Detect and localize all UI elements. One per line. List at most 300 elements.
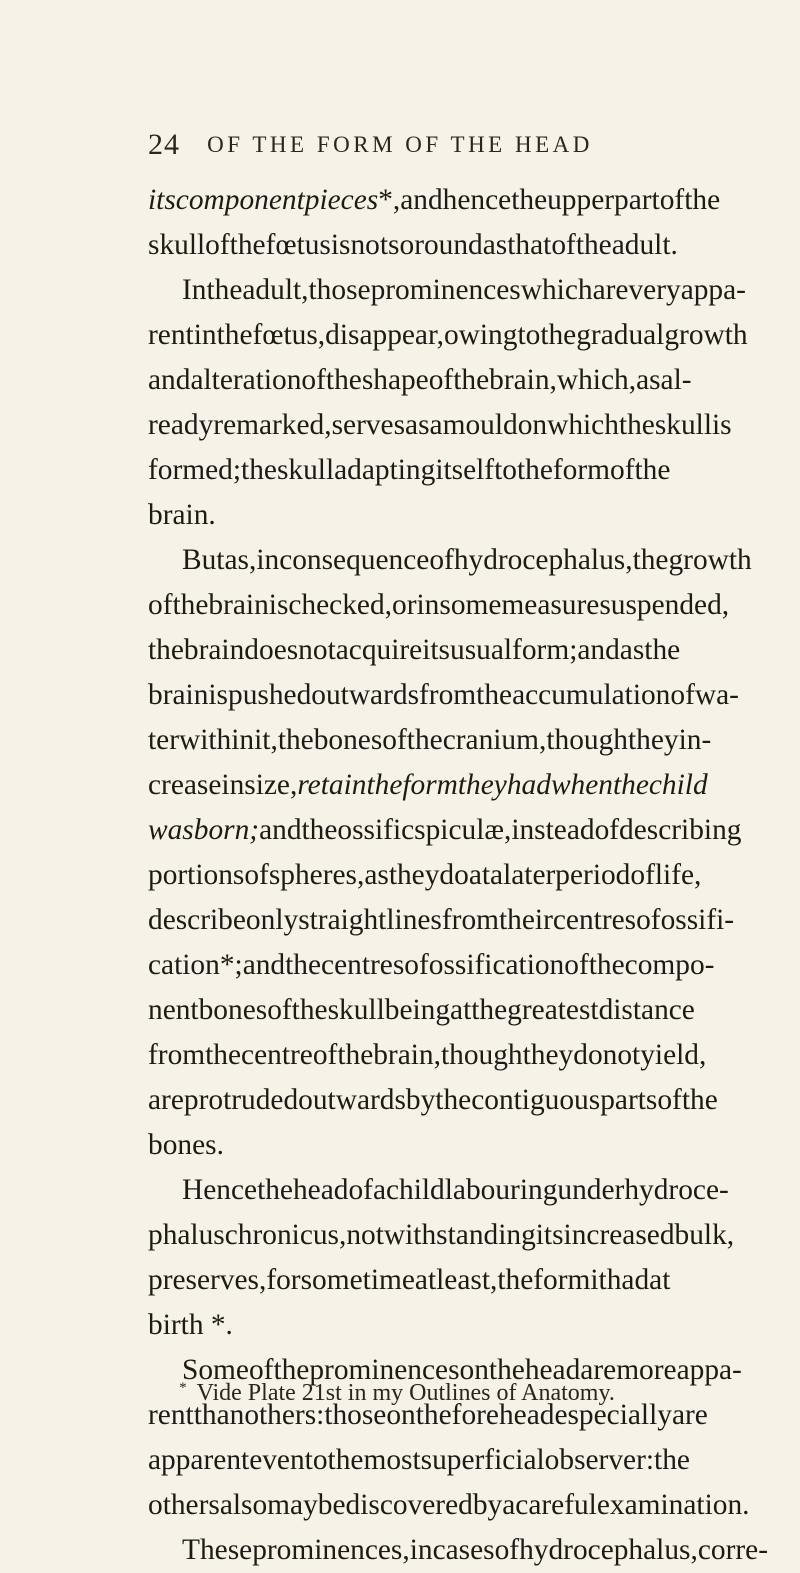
word: a [372, 1174, 386, 1206]
text-line [148, 1483, 750, 1528]
word: as [636, 364, 661, 396]
text-line [148, 493, 646, 538]
word: adult, [242, 274, 309, 306]
text-line [148, 448, 671, 493]
word: brain. [148, 499, 216, 531]
word: greatest [507, 994, 599, 1026]
word: is [268, 589, 289, 621]
word: is [712, 409, 732, 441]
word: prominences [370, 274, 521, 306]
footnote-mark: * [179, 1380, 187, 1396]
word: is [208, 679, 228, 711]
word: ; [234, 949, 243, 981]
word: the [148, 634, 184, 666]
word: contiguous [471, 1084, 601, 1116]
body-text [148, 178, 768, 1573]
word: of [636, 904, 661, 936]
word: of [404, 949, 429, 981]
word: and [259, 814, 302, 846]
word: which, [556, 364, 637, 396]
word: as [405, 409, 430, 441]
word: serves [331, 409, 406, 441]
word: distance [598, 994, 695, 1026]
word: centres [552, 904, 637, 936]
word: adapting [334, 454, 436, 486]
word: the [471, 994, 508, 1026]
text-line [148, 853, 702, 898]
word: ossific [337, 814, 415, 846]
word: which [520, 274, 593, 306]
word: at [450, 994, 472, 1026]
word: ; [569, 634, 578, 666]
word: they [522, 1039, 574, 1071]
word: child [648, 769, 708, 801]
word: fœtus [265, 229, 331, 261]
word: apparent [148, 1444, 250, 1476]
word: the [325, 364, 362, 396]
word: skull [327, 994, 385, 1026]
word: had [606, 1264, 650, 1296]
word: at [414, 1264, 437, 1296]
word: some [439, 589, 502, 621]
word: phalus [148, 1219, 225, 1251]
word: the [612, 769, 649, 801]
word: the [497, 1264, 534, 1296]
word: the [229, 229, 266, 261]
word: does [244, 634, 299, 666]
word: a [490, 859, 504, 891]
text-line [148, 1168, 729, 1213]
word: others [148, 1489, 220, 1521]
word: in [256, 544, 280, 576]
text-line [148, 1438, 690, 1483]
word: skull [654, 409, 712, 441]
word: to [517, 319, 541, 351]
word: more [616, 1354, 677, 1386]
word: centres [321, 949, 405, 981]
word: in [416, 589, 440, 621]
word: brain [183, 634, 245, 666]
word: very [628, 274, 681, 306]
word: are [592, 274, 629, 306]
word: protruded [183, 1084, 299, 1116]
word: labouring [444, 1174, 558, 1206]
word: spiculæ, [414, 814, 512, 846]
word: cases [432, 1534, 495, 1566]
word: within [179, 724, 255, 756]
word: in [221, 769, 245, 801]
word: as, [224, 544, 257, 576]
word: gradual [576, 319, 665, 351]
word: appa- [680, 274, 746, 306]
word: by [405, 1084, 436, 1116]
word: superficial [420, 1444, 545, 1476]
text-line [148, 1303, 646, 1348]
word: But [182, 544, 225, 576]
word: the [516, 454, 553, 486]
word: wa- [694, 679, 739, 711]
text-line [148, 763, 708, 808]
word: hence [442, 184, 512, 216]
word: at [649, 1264, 671, 1296]
word: as [482, 229, 508, 261]
word: cranium, [442, 724, 547, 756]
word: suspended, [599, 589, 730, 621]
word: examination. [596, 1489, 750, 1521]
word: and [148, 364, 191, 396]
word: * [219, 949, 235, 981]
word: in [409, 1534, 433, 1566]
word: owing [443, 319, 518, 351]
word: preserves, [148, 1264, 267, 1296]
text-line [148, 403, 732, 448]
text-line [148, 1258, 671, 1303]
word: the [285, 949, 322, 981]
word: the [540, 319, 577, 351]
word: their [499, 904, 553, 936]
word: ; [249, 814, 260, 846]
word: though [546, 724, 628, 756]
word: of [429, 544, 454, 576]
word: the [684, 184, 721, 216]
word: the [453, 364, 490, 396]
word: : [645, 1444, 655, 1476]
word: In [182, 274, 207, 306]
word: those [308, 274, 371, 306]
word: of [348, 1174, 373, 1206]
word: was [148, 814, 194, 846]
word: on [386, 1399, 416, 1431]
word: form [512, 634, 570, 666]
word: the [273, 1354, 310, 1386]
word: the [216, 319, 253, 351]
word: notwithstanding [346, 1219, 536, 1251]
word: form [552, 454, 611, 486]
word: ; [232, 454, 242, 486]
word: the [415, 1399, 452, 1431]
word: of [428, 364, 454, 396]
footnote-text: Vide Plate 21st in my Outlines of Anatomy. [196, 1380, 615, 1406]
word: of [244, 859, 269, 891]
word: the [435, 1084, 472, 1116]
word: ossification [428, 949, 565, 981]
word: the [511, 184, 548, 216]
word: skull [276, 454, 335, 486]
word: life, [654, 859, 702, 891]
word: component [175, 184, 305, 216]
word: the [291, 994, 328, 1026]
word: they [628, 724, 679, 756]
word: to [304, 1444, 328, 1476]
word: some [300, 1264, 363, 1296]
word: the [476, 679, 513, 711]
text-line [148, 1123, 646, 1168]
word: most [363, 1444, 421, 1476]
word: of [248, 1354, 274, 1386]
word: formed [148, 454, 233, 486]
word: the [644, 634, 681, 666]
word: increased [563, 1219, 675, 1251]
word: the [681, 1084, 718, 1116]
word: spheres, [268, 859, 365, 891]
word: later [503, 859, 556, 891]
word: the [301, 814, 338, 846]
word: remarked, [213, 409, 332, 441]
word: the [634, 454, 671, 486]
word: form [533, 1264, 591, 1296]
word: head [292, 1174, 349, 1206]
word: fœtus, [252, 319, 326, 351]
word: the [205, 1039, 242, 1071]
word: hydroce- [624, 1174, 729, 1206]
word: bones [313, 724, 383, 756]
word: usual [450, 634, 513, 666]
word: of [382, 724, 407, 756]
word: of [205, 229, 230, 261]
word: disappear, [325, 319, 444, 351]
word: the [206, 274, 243, 306]
word: are [580, 1354, 617, 1386]
word: discovered [345, 1489, 473, 1521]
text-line [148, 358, 692, 403]
word: the [337, 1039, 374, 1071]
word: prominences, [252, 1534, 410, 1566]
text-line [148, 628, 681, 673]
word: the [241, 454, 277, 486]
word: growth [664, 319, 748, 351]
word: the [632, 544, 669, 576]
word: time [362, 1264, 415, 1296]
word: bulk, [674, 1219, 735, 1251]
word: pushed [228, 679, 312, 711]
word: forehead [451, 1399, 555, 1431]
word: cation [148, 949, 220, 981]
text-line [148, 718, 712, 763]
word: had [506, 769, 551, 801]
word: and [577, 634, 620, 666]
word: rent [148, 1399, 194, 1431]
word: of [594, 814, 620, 846]
word: brain [148, 679, 209, 711]
word: appa- [676, 1354, 742, 1386]
word: for [266, 1264, 301, 1296]
word: of [610, 454, 635, 486]
word: round [414, 229, 483, 261]
word: compo- [624, 949, 715, 981]
word: careful [515, 1489, 597, 1521]
word: the [327, 1444, 364, 1476]
word: nent [148, 994, 199, 1026]
word: of [148, 589, 173, 621]
word: ter [148, 724, 179, 756]
footnote [148, 1380, 646, 1407]
word: rent [148, 319, 194, 351]
word: pieces [304, 184, 379, 216]
word: ready [148, 409, 214, 441]
word: hydrocephalus, [519, 1534, 698, 1566]
word: birth [148, 1309, 211, 1341]
word: least, [436, 1264, 498, 1296]
word: outwards [298, 1084, 406, 1116]
word: under [557, 1174, 625, 1206]
word: hydrocephalus, [453, 544, 633, 576]
word: being [384, 994, 451, 1026]
word: retain [297, 769, 367, 801]
word: period [555, 859, 631, 891]
word: skull [148, 229, 206, 261]
word: a [429, 409, 443, 441]
word: though [440, 1039, 523, 1071]
word: of [564, 949, 589, 981]
text-line [148, 673, 739, 718]
word: consequence [279, 544, 430, 576]
word: which [547, 409, 619, 441]
word: so [388, 229, 415, 261]
word: acquire [335, 634, 423, 666]
running-head: OF THE FORM OF THE HEAD [207, 132, 593, 157]
word: brain, [489, 364, 557, 396]
word: straight [298, 904, 387, 936]
word: only [245, 904, 299, 936]
page-number: 24 [148, 128, 180, 161]
word: on [517, 409, 548, 441]
word: accumulation [512, 679, 671, 711]
word: growth [668, 544, 752, 576]
word: itself [435, 454, 495, 486]
word: bones [198, 994, 268, 1026]
word: or [392, 589, 417, 621]
word: corre- [697, 1534, 768, 1566]
word: alteration [190, 364, 302, 396]
word: when [550, 769, 613, 801]
word: even [249, 1444, 305, 1476]
word: others [244, 1399, 317, 1431]
word: be [317, 1489, 346, 1521]
word: brain [208, 589, 269, 621]
text-line [148, 538, 752, 583]
text-line [148, 1078, 718, 1123]
word: they [457, 769, 507, 801]
word: part [614, 184, 660, 216]
word: child [385, 1174, 445, 1206]
word: : [316, 1399, 325, 1431]
word: checked, [288, 589, 393, 621]
word: yield, [640, 1039, 707, 1071]
word: form [402, 769, 458, 801]
word: of [630, 859, 655, 891]
word: prominences [309, 1354, 460, 1386]
word: the [575, 229, 612, 261]
word: the [588, 949, 625, 981]
word: its [148, 184, 176, 216]
word: its [422, 634, 450, 666]
word: is [330, 229, 351, 261]
word: of [301, 364, 326, 396]
text-line [148, 223, 678, 268]
text-line [148, 1213, 735, 1258]
word: and [242, 949, 286, 981]
word: they [388, 859, 440, 891]
word: not [298, 634, 336, 666]
word: not [602, 1039, 641, 1071]
word: of [312, 1039, 338, 1071]
text-line [148, 583, 730, 628]
word: observer [544, 1444, 646, 1476]
word: it [590, 1264, 607, 1296]
word: it, [254, 724, 278, 756]
word: chronicus, [224, 1219, 347, 1251]
word: that [507, 229, 552, 261]
word: and [400, 184, 443, 216]
word: shape [361, 364, 429, 396]
word: to [494, 454, 517, 486]
word: brain, [373, 1039, 441, 1071]
word: the [618, 409, 655, 441]
text-line [148, 313, 748, 358]
word: those [324, 1399, 387, 1431]
word: the [654, 1444, 690, 1476]
word: as [619, 634, 645, 666]
word: instead [511, 814, 595, 846]
word: the [172, 589, 209, 621]
word: adult. [611, 229, 678, 261]
word: from [148, 1039, 206, 1071]
text-line [148, 898, 735, 943]
word: These [182, 1534, 253, 1566]
word: mould [442, 409, 518, 441]
word: portions [148, 859, 245, 891]
text-line [148, 988, 695, 1033]
word: *. [210, 1309, 233, 1341]
word: born [193, 814, 250, 846]
word: do [439, 859, 469, 891]
word: lines [386, 904, 442, 936]
text-line [148, 1528, 768, 1573]
word: outwards [311, 679, 420, 711]
word: the [366, 769, 403, 801]
word: of [551, 229, 576, 261]
word: size, [244, 769, 298, 801]
word: a [502, 1489, 516, 1521]
word: are [148, 1084, 184, 1116]
word: of [670, 679, 695, 711]
text-line [148, 943, 715, 988]
text-line [148, 1033, 707, 1078]
word: upper [547, 184, 615, 216]
word: of [494, 1534, 520, 1566]
word: in- [678, 724, 712, 756]
word: in [193, 319, 217, 351]
word: the [488, 1354, 525, 1386]
word: are [671, 1399, 708, 1431]
word: of [657, 1084, 682, 1116]
word: also [219, 1489, 268, 1521]
word: than [193, 1399, 245, 1431]
word: its [535, 1219, 564, 1251]
word: not [350, 229, 389, 261]
word: of [659, 184, 685, 216]
text-line [148, 808, 742, 853]
word: may [267, 1489, 318, 1521]
word: Hence [182, 1174, 258, 1206]
word: by [472, 1489, 503, 1521]
word: ossifi- [660, 904, 735, 936]
word: the [277, 724, 314, 756]
word: al- [660, 364, 692, 396]
word: *, [378, 184, 401, 216]
word: centre [241, 1039, 313, 1071]
word: head [524, 1354, 581, 1386]
